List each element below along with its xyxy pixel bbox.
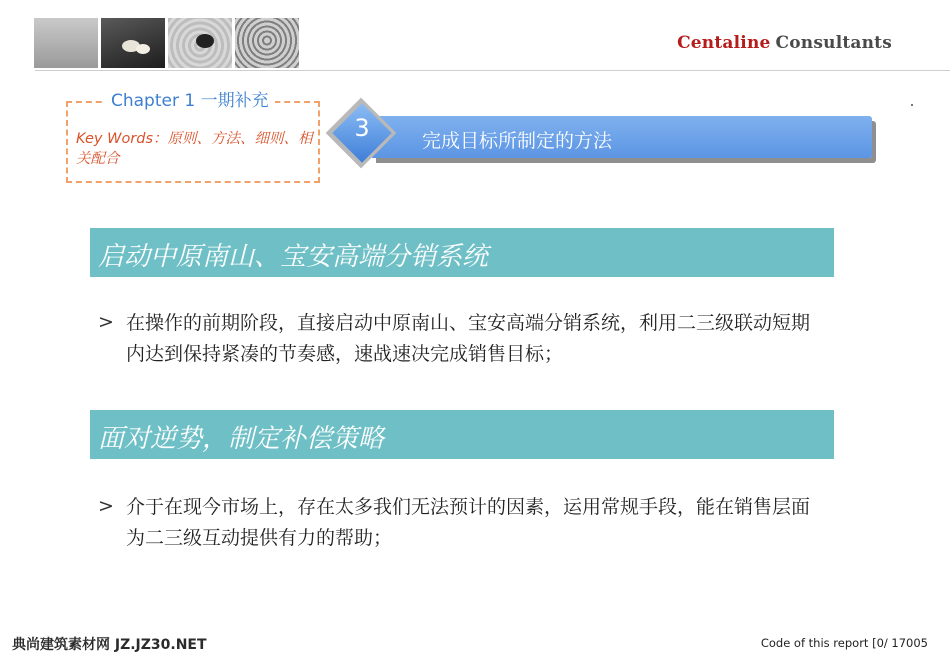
report-code: Code of this report [0/ 17005 [760, 636, 928, 650]
brand-logo [677, 33, 892, 53]
step-title: 完成目标所制定的方法 [422, 130, 613, 152]
pebble-icon [168, 18, 232, 68]
bullet-marker: > [98, 311, 114, 333]
decorative-dot [911, 104, 913, 106]
brand-name: Centaline [677, 33, 771, 53]
keywords-text: Key Words：原则、方法、细则、相关配合 [76, 131, 313, 167]
sand-image [34, 18, 98, 68]
section-paragraph: 在操作的前期阶段，直接启动中原南山、宝安高端分销系统，利用二三级联动短期内达到保持紧凑的节奏感，速战速决完成销售目标； [126, 312, 811, 365]
rings-image [235, 18, 299, 68]
step-number: 3 [354, 114, 370, 142]
header-thumbnails [34, 18, 299, 68]
section-heading: 面对逆势，制定补偿策略 [98, 424, 385, 454]
brand-suffix: Consultants [775, 33, 892, 53]
section-heading: 启动中原南山、宝安高端分销系统 [98, 242, 489, 272]
chapter-title: Chapter 1 一期补充 [105, 86, 275, 111]
header-divider [35, 70, 950, 71]
stones-image [101, 18, 165, 68]
ripple-image [168, 18, 232, 68]
stones-icon [101, 18, 165, 68]
section-paragraph: 介于在现今市场上，存在太多我们无法预计的因素，运用常规手段，能在销售层面为二三级互动提供有力的帮助； [126, 496, 811, 549]
bullet-marker: > [98, 495, 114, 517]
watermark-text: 典尚建筑素材网 JZ.JZ30.NET [12, 637, 207, 653]
